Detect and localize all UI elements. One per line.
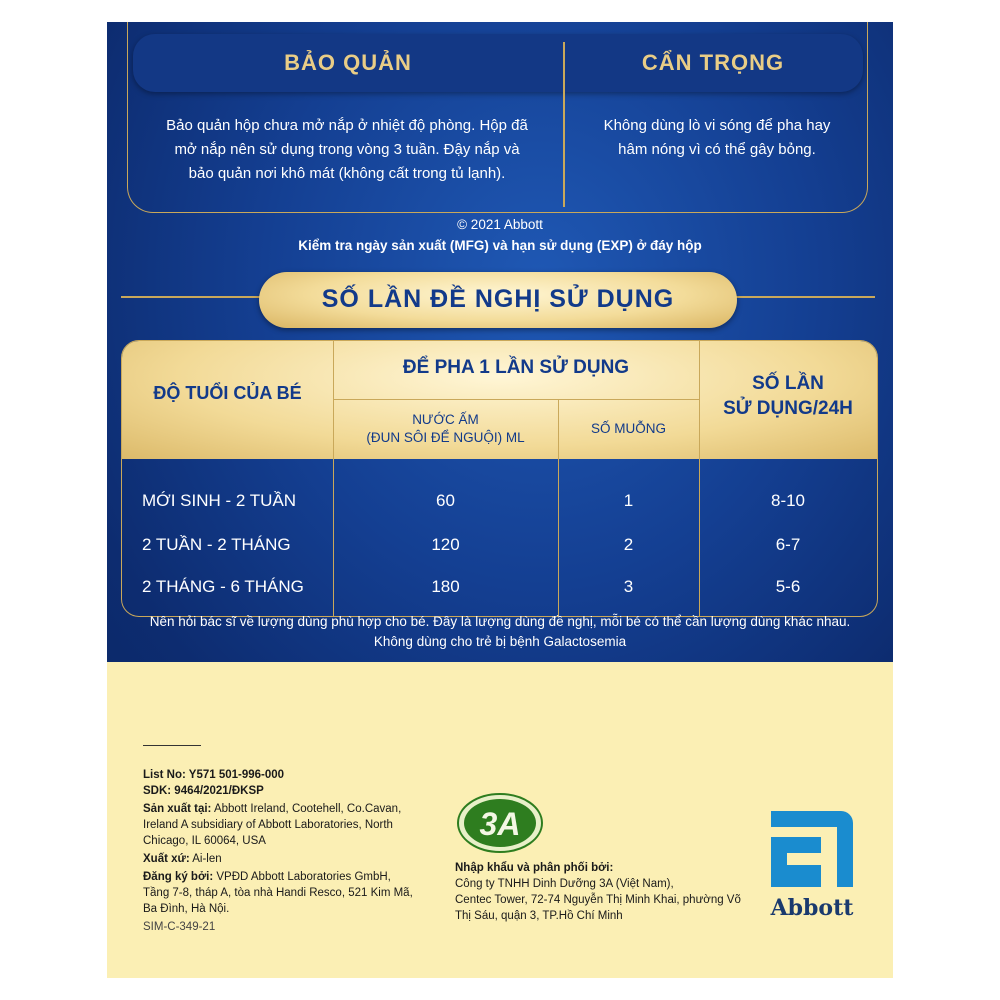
row-1-times: 8-10 <box>770 491 806 510</box>
row-3-scoops: 3 <box>623 577 634 596</box>
storage-line-3: bảo quản nơi khô mát (không cất trong tủ lạnh). <box>188 165 506 182</box>
row-2-water: 120 <box>431 535 460 554</box>
abbott-a-icon <box>757 807 867 897</box>
header-times-line-1: SỐ LẦN <box>752 373 824 394</box>
importer-line-1: Công ty TNHH Dinh Dưỡng 3A (Việt Nam), <box>455 878 674 890</box>
note-line-2: Không dùng cho trẻ bị bệnh Galactosemia <box>373 634 627 649</box>
made-in-line-2: Ireland A subsidiary of Abbott Laboratories, North <box>143 819 393 831</box>
usage-title-banner <box>259 272 737 328</box>
storage-title: BẢO QUẢN <box>284 50 412 75</box>
header-times <box>699 371 877 421</box>
made-in-line-1: Abbott Ireland, Cootehell, Co.Cavan, <box>211 803 402 815</box>
registered-line-1: VPĐD Abbott Laboratories GmbH, <box>213 871 391 883</box>
3a-logo <box>456 792 544 854</box>
importer-line-2: Centec Tower, 72-74 Nguyễn Thị Minh Khai, phường Võ <box>455 894 741 906</box>
registered-line-3: Ba Đình, Hà Nội. <box>143 903 230 915</box>
made-in <box>143 801 443 817</box>
header-scoops: SỐ MUỖNG <box>590 421 666 436</box>
registered-label: Đăng ký bởi: <box>143 871 214 883</box>
sdk-number: SDK: 9464/2021/ĐKSP <box>143 785 264 797</box>
registered-line-2: Tầng 7-8, tháp A, tòa nhà Handi Resco, 521 Kim Mã, <box>143 887 413 899</box>
sim-code: SIM-C-349-21 <box>143 921 216 933</box>
storage-line-1: Bảo quản hộp chưa mở nắp ở nhiệt độ phòng. Hộp đã <box>166 117 528 134</box>
info-rule <box>143 745 201 746</box>
usage-title: SỐ LẦN ĐỀ NGHỊ SỬ DỤNG <box>321 285 675 313</box>
gold-rule-left <box>121 296 261 298</box>
origin <box>143 851 443 867</box>
table-col-line-1 <box>333 341 334 616</box>
header-age: ĐỘ TUỔI CỦA BÉ <box>153 383 302 403</box>
row-3-age: 2 THÁNG - 6 THÁNG <box>142 577 304 596</box>
row-3-times: 5-6 <box>775 577 801 596</box>
storage-text <box>137 114 557 186</box>
section-divider <box>563 42 565 207</box>
usage-table <box>121 340 878 617</box>
importer-line-3: Thị Sáu, quận 3, TP.Hồ Chí Minh <box>455 910 623 922</box>
abbott-logo <box>757 807 867 937</box>
caution-line-2: hâm nóng vì có thể gây bỏng. <box>618 141 816 158</box>
header-water-line-2: (ĐUN SÔI ĐỂ NGUỘI) ML <box>366 430 525 445</box>
origin-value: Ai-len <box>189 853 222 865</box>
row-1-age: MỚI SINH - 2 TUẦN <box>142 491 297 510</box>
made-in-label: Sản xuất tại: <box>143 803 212 815</box>
importer-info <box>455 860 755 924</box>
registered-by <box>143 869 443 885</box>
usage-note <box>107 612 893 652</box>
note-line-1: Nên hỏi bác sĩ về lượng dùng phù hợp cho bé. Đây là lượng dùng đề nghị, mỗi bé có thể cần lượng dùng khác nhau. <box>149 614 851 629</box>
origin-label: Xuất xứ: <box>143 853 190 865</box>
row-1-water: 60 <box>436 491 455 510</box>
cream-wave <box>107 662 893 762</box>
header-prep: ĐỂ PHA 1 LẦN SỬ DỤNG <box>402 357 630 378</box>
caution-text <box>567 114 867 162</box>
row-2-age: 2 TUẦN - 2 THÁNG <box>142 535 291 554</box>
caution-line-1: Không dùng lò vi sóng để pha hay <box>603 117 831 134</box>
caution-title: CẨN TRỌNG <box>641 50 785 75</box>
manufacturer-info <box>143 767 443 935</box>
table-sub-rule <box>333 399 699 400</box>
row-1-scoops: 1 <box>623 491 634 510</box>
check-date-text: Kiểm tra ngày sản xuất (MFG) và hạn sử dụng (EXP) ở đáy hộp <box>298 238 702 253</box>
row-3-water: 180 <box>431 577 460 596</box>
header-times-line-2: SỬ DỤNG/24H <box>723 398 853 419</box>
list-number: List No: Y571 501-996-000 <box>143 769 285 781</box>
3a-logo-text: 3A <box>479 806 521 842</box>
label-panel <box>107 22 893 978</box>
gold-rule-right <box>735 296 875 298</box>
blue-section <box>107 22 893 762</box>
row-2-times: 6-7 <box>775 535 801 554</box>
importer-label: Nhập khẩu và phân phối bởi: <box>455 862 614 874</box>
section-header-bar <box>133 34 863 92</box>
header-water-line-1: NƯỚC ẤM <box>412 412 479 427</box>
header-water <box>333 411 558 447</box>
copyright: © 2021 Abbott <box>457 217 543 232</box>
row-2-scoops: 2 <box>623 535 634 554</box>
made-in-line-3: Chicago, IL 60064, USA <box>143 835 266 847</box>
brand-name: Abbott <box>770 895 854 921</box>
storage-line-2: mở nắp nên sử dụng trong vòng 3 tuần. Đậy nắp và <box>174 141 520 158</box>
